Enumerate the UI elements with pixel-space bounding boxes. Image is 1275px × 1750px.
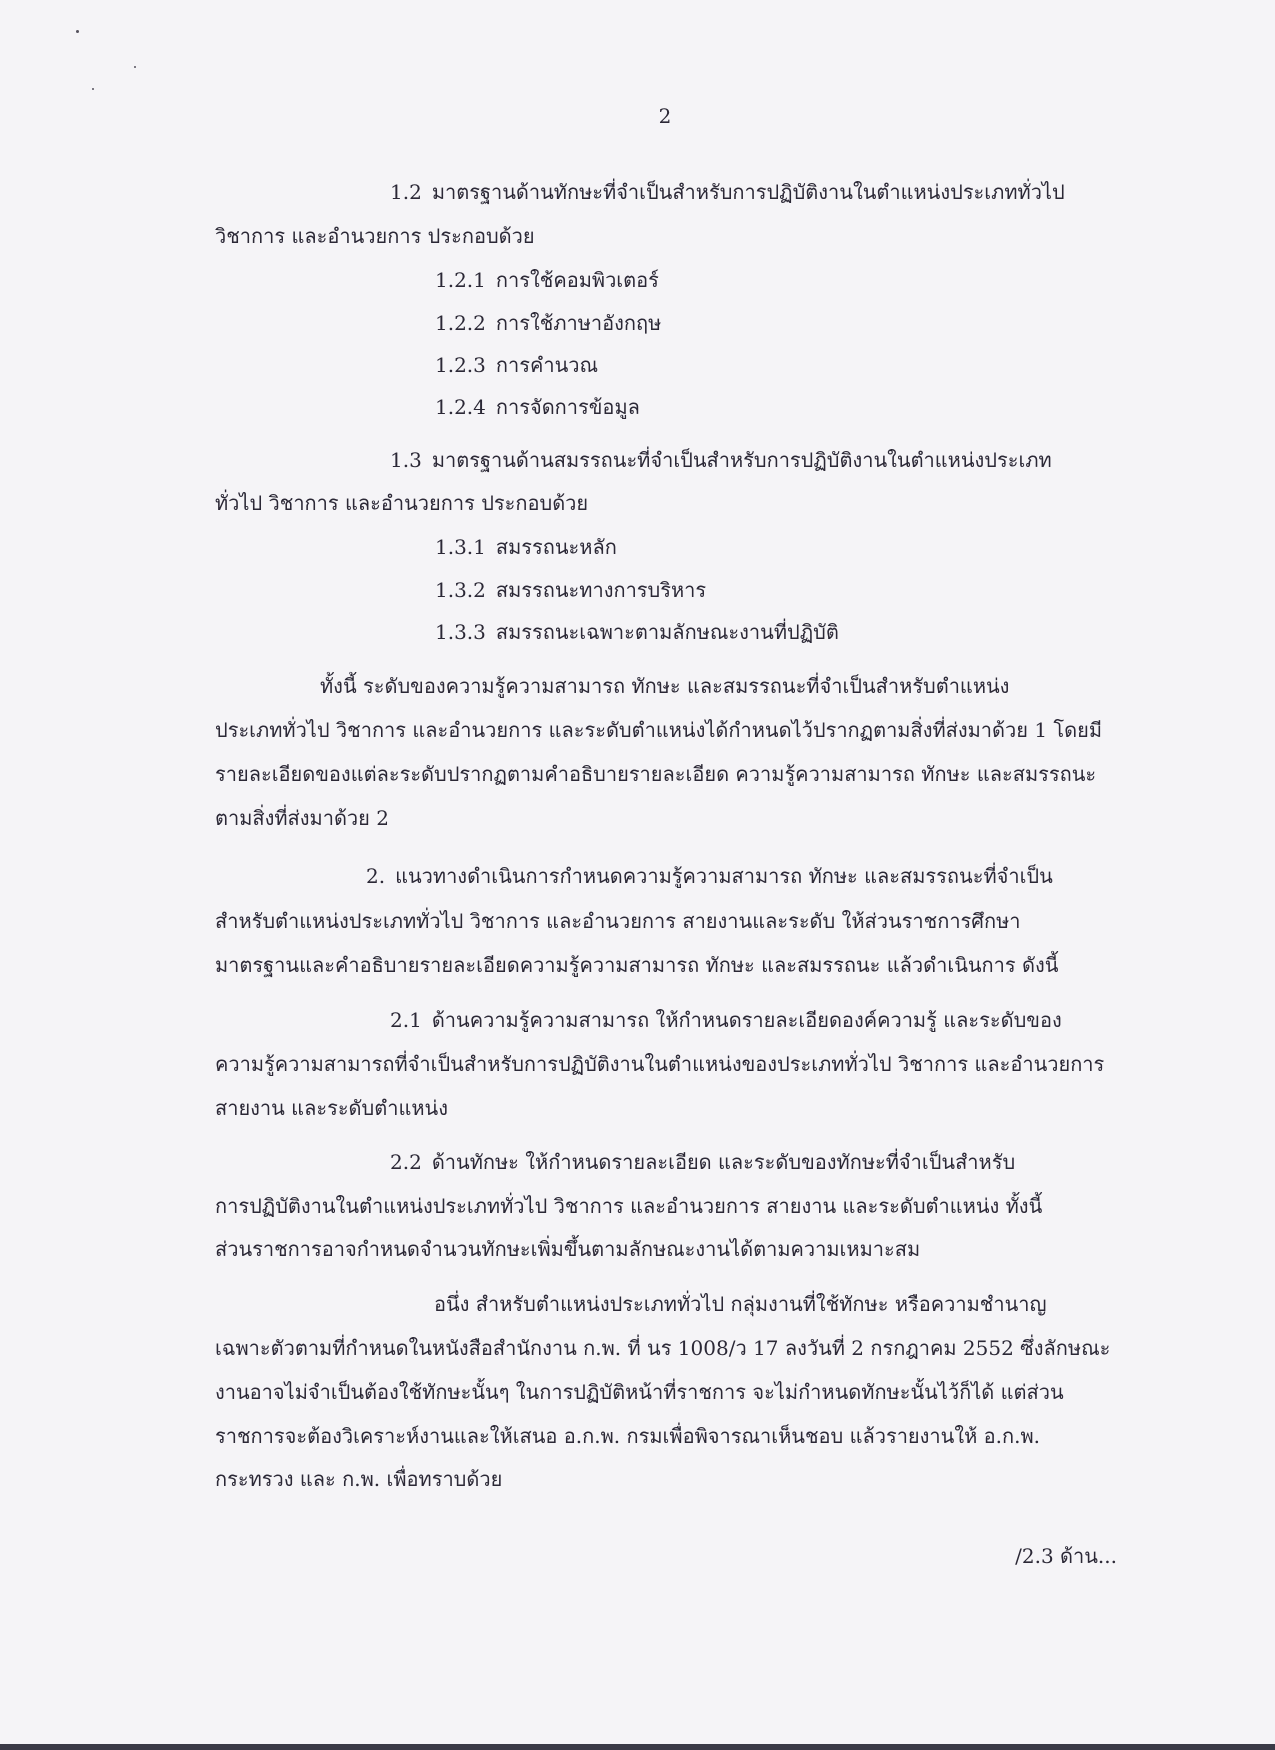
section-2-2-heading — [390, 1152, 1015, 1172]
paragraph-levels-line: รายละเอียดของแต่ละระดับปรากฏตามคำอธิบายรายละเอียด ความรู้ความสามารถ ทักษะ และสมรรถนะ — [215, 762, 1097, 786]
item-number: 1.2.3 — [435, 353, 486, 377]
item-number: 1.3.3 — [435, 620, 486, 644]
section-number: 2.2 — [390, 1150, 422, 1174]
list-item — [435, 537, 617, 557]
item-label: การใช้ภาษาอังกฤษ — [495, 311, 662, 335]
page-number: 2 — [658, 104, 672, 128]
item-number: 1.3.2 — [435, 578, 486, 602]
item-label: การคำนวณ — [495, 353, 599, 377]
paragraph-levels-line: ทั้งนี้ ระดับของความรู้ความสามารถ ทักษะ และสมรรถนะที่จำเป็นสำหรับตำแหน่ง — [320, 674, 1010, 698]
section-text: ด้านทักษะ ให้กำหนดรายละเอียด และระดับของทักษะที่จำเป็นสำหรับ — [431, 1150, 1016, 1174]
section-1-2-continuation: วิชาการ และอำนวยการ ประกอบด้วย — [215, 224, 535, 248]
section-text: มาตรฐานด้านสมรรถนะที่จำเป็นสำหรับการปฏิบัติงานในตำแหน่งประเภท — [431, 448, 1052, 472]
item-label: สมรรถนะทางการบริหาร — [495, 578, 707, 602]
item-label: การใช้คอมพิวเตอร์ — [495, 268, 659, 292]
section-2-line: มาตรฐานและคำอธิบายรายละเอียดความรู้ความสามารถ ทักษะ และสมรรถนะ แล้วดำเนินการ ดังนี้ — [215, 953, 1059, 977]
section-1-2-heading — [390, 182, 1065, 202]
section-1-3-heading — [390, 450, 1052, 470]
section-2-2-line: ส่วนราชการอาจกำหนดจำนวนทักษะเพิ่มขึ้นตามลักษณะงานได้ตามความเหมาะสม — [215, 1237, 921, 1261]
section-2-1-line: สายงาน และระดับตำแหน่ง — [215, 1096, 448, 1120]
list-item — [435, 622, 839, 642]
section-2-1-heading — [390, 1010, 1062, 1030]
scan-speck — [92, 88, 94, 90]
list-item — [435, 270, 659, 290]
section-text: ด้านความรู้ความสามารถ ให้กำหนดรายละเอียดองค์ความรู้ และระดับของ — [431, 1008, 1062, 1032]
continuation-reference: /2.3 ด้าน... — [1015, 1544, 1117, 1568]
paragraph-note-line: อนึ่ง สำหรับตำแหน่งประเภททั่วไป กลุ่มงานที่ใช้ทักษะ หรือความชำนาญ — [434, 1292, 1047, 1316]
item-number: 1.3.1 — [435, 535, 486, 559]
section-2-heading — [366, 866, 1053, 886]
item-label: สมรรถนะเฉพาะตามลักษณะงานที่ปฏิบัติ — [495, 620, 839, 644]
paragraph-note-line: เฉพาะตัวตามที่กำหนดในหนังสือสำนักงาน ก.พ. ที่ นร 1008/ว 17 ลงวันที่ 2 กรกฎาคม 2552 ซึ่งลักษณะ — [215, 1336, 1111, 1360]
item-number: 1.2.1 — [435, 268, 486, 292]
item-number: 1.2.4 — [435, 395, 486, 419]
section-number: 2. — [366, 864, 386, 888]
section-number: 2.1 — [390, 1008, 422, 1032]
section-text: มาตรฐานด้านทักษะที่จำเป็นสำหรับการปฏิบัติงานในตำแหน่งประเภททั่วไป — [431, 180, 1065, 204]
section-number: 1.3 — [390, 448, 422, 472]
section-2-1-line: ความรู้ความสามารถที่จำเป็นสำหรับการปฏิบัติงานในตำแหน่งของประเภททั่วไป วิชาการ และอำนวยการ — [215, 1052, 1105, 1076]
item-label: สมรรถนะหลัก — [495, 535, 617, 559]
section-1-3-continuation: ทั่วไป วิชาการ และอำนวยการ ประกอบด้วย — [215, 491, 589, 515]
list-item — [435, 313, 661, 333]
section-2-2-line: การปฏิบัติงานในตำแหน่งประเภททั่วไป วิชาการ และอำนวยการ สายงาน และระดับตำแหน่ง ทั้งนี้ — [215, 1194, 1043, 1218]
list-item — [435, 397, 640, 417]
section-2-line: สำหรับตำแหน่งประเภททั่วไป วิชาการ และอำนวยการ สายงานและระดับ ให้ส่วนราชการศึกษา — [215, 909, 1021, 933]
paragraph-note-line: กระทรวง และ ก.พ. เพื่อทราบด้วย — [215, 1467, 503, 1491]
scan-bottom-edge — [0, 1744, 1275, 1750]
item-label: การจัดการข้อมูล — [495, 395, 640, 419]
scan-speck — [134, 66, 136, 68]
paragraph-levels-line: ประเภททั่วไป วิชาการ และอำนวยการ และระดับตำแหน่งได้กำหนดไว้ปรากฏตามสิ่งที่ส่งมาด้วย 1 โดยมี — [215, 718, 1103, 742]
paragraph-levels-line: ตามสิ่งที่ส่งมาด้วย 2 — [215, 806, 389, 830]
item-number: 1.2.2 — [435, 311, 486, 335]
paragraph-note-line: งานอาจไม่จำเป็นต้องใช้ทักษะนั้นๆ ในการปฏิบัติหน้าที่ราชการ จะไม่กำหนดทักษะนั้นไว้ก็ได้ แต่ส่วน — [215, 1380, 1064, 1404]
section-text: แนวทางดำเนินการกำหนดความรู้ความสามารถ ทักษะ และสมรรถนะที่จำเป็น — [395, 864, 1053, 888]
list-item — [435, 580, 706, 600]
scan-speck — [76, 30, 79, 33]
section-number: 1.2 — [390, 180, 422, 204]
list-item — [435, 355, 598, 375]
paragraph-note-line: ราชการจะต้องวิเคราะห์งานและให้เสนอ อ.ก.พ. กรมเพื่อพิจารณาเห็นชอบ แล้วรายงานให้ อ.ก.พ. — [215, 1424, 1040, 1448]
